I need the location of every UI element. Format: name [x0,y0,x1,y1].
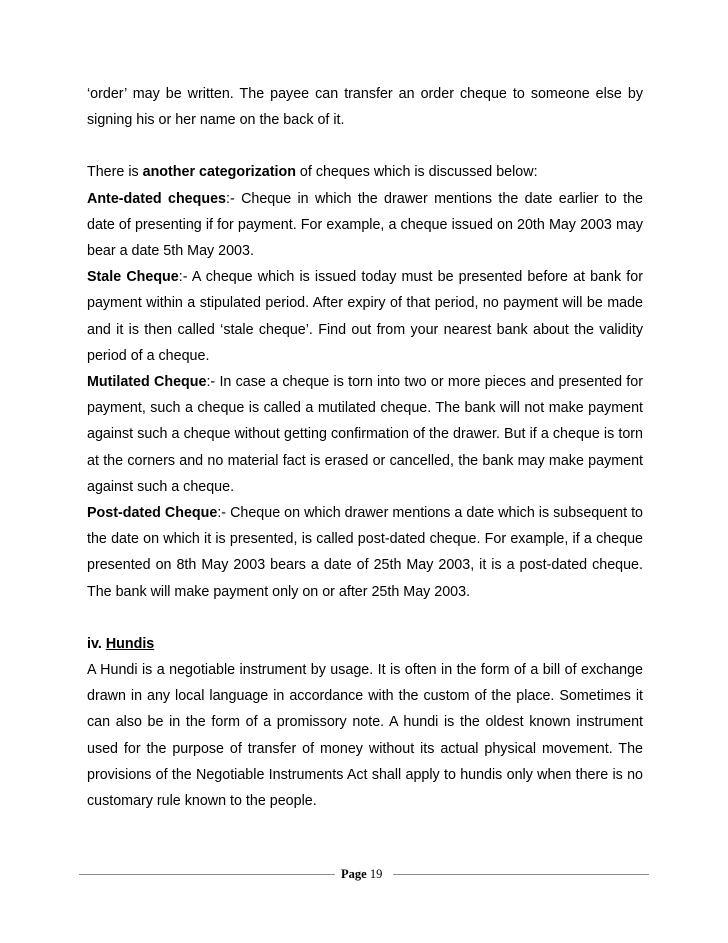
post-dated-cheque-text: :- Cheque on which drawer mentions a date which is subsequent to the date on which it is presented, is called post-dated cheque. For example, if a cheque presented on 8th May 2003 bears a date of 25th May 2003, it is a post-dated cheque. The bank will make payment only on or after 25th May 2003. [87,505,643,600]
stale-cheque-term: Stale Cheque [87,269,179,286]
paragraph-gap [87,133,643,159]
page-footer [79,865,649,885]
hundis-heading-title: Hundis [105,635,155,652]
hundis-definition [87,657,643,814]
page-number-value: 19 [369,867,383,881]
mutilated-cheque-term: Mutilated Cheque [87,374,207,391]
post-dated-cheque-term: Post-dated Cheque [87,505,218,522]
hundis-heading [87,631,643,657]
hundis-heading-number: iv. [87,635,106,652]
order-cheque-continuation [87,81,643,133]
hundis-text: A Hundi is a negotiable instrument by usage. It is often in the form of a bill of exchange drawn in any local language in accordance with the custom of the place. Sometimes it can also be in the form of a promissory note. A hundi is the oldest known instrument used for the purpose of transfer of money without its actual physical movement. The provisions of the Negotiable Instruments Act shall apply to hundis only when there is no customary rule known to the people. [87,662,643,810]
intro-bold-term: another categorization [142,164,296,181]
ante-dated-cheques-definition [87,186,643,265]
ante-dated-term: Ante-dated cheques [87,190,226,207]
intro-text-before: There is [87,164,143,181]
order-cheque-text: ‘order’ may be written. The payee can transfer an order cheque to someone else by signing his or her name on the back of it. [87,86,643,129]
page-number [341,865,382,883]
stale-cheque-definition [87,264,643,369]
page-body [87,81,643,814]
post-dated-cheque-definition [87,500,643,605]
intro-text-after: of cheques which is discussed below: [295,164,538,181]
paragraph-gap [87,605,643,631]
footer-divider-right [393,874,649,875]
footer-divider-left [79,874,335,875]
page-label: Page [341,867,367,881]
mutilated-cheque-text: :- In case a cheque is torn into two or more pieces and presented for payment, such a cheque is called a mutilated cheque. The bank will not make payment against such a cheque without getting confirmation of the drawer. But if a cheque is torn at the corners and no material fact is erased or cancelled, the bank may make payment against such a cheque. [87,374,643,495]
stale-cheque-text: :- A cheque which is issued today must be presented before at bank for payment within a stipulated period. After expiry of that period, no payment will be made and it is then called ‘stale cheque’. Find out from your nearest bank about the validity period of a cheque. [87,269,643,364]
mutilated-cheque-definition [87,369,643,500]
categorization-intro [87,159,643,185]
ante-dated-text: :- Cheque in which the drawer mentions the date earlier to the date of presenting if for payment. For example, a cheque issued on 20th May 2003 may bear a date 5th May 2003. [87,190,643,260]
